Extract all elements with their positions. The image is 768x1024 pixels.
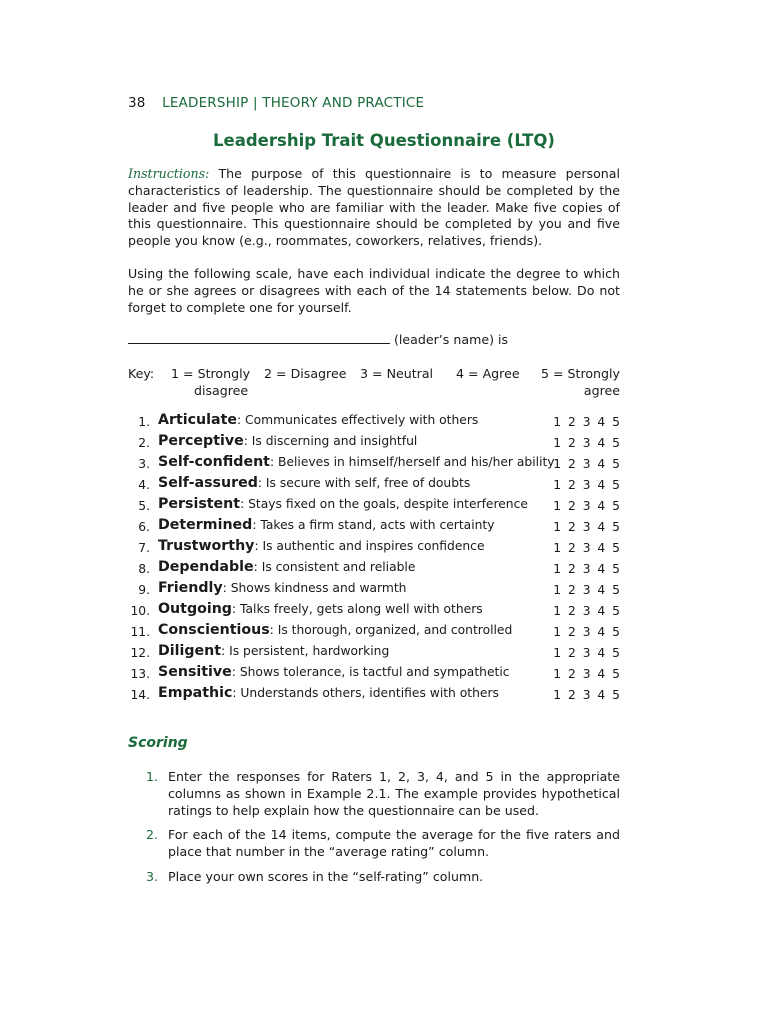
questionnaire-item xyxy=(128,559,620,580)
questionnaire-item xyxy=(128,475,620,496)
item-number: 6. xyxy=(138,520,150,534)
item-trait-name: Outgoing xyxy=(158,601,232,617)
item-rating-scale[interactable]: 1 2 3 4 5 xyxy=(553,499,620,513)
item-rating-scale[interactable]: 1 2 3 4 5 xyxy=(553,646,620,660)
step-text: For each of the 14 items, compute the average for the five raters and place that number in the “average rating” column. xyxy=(168,827,620,860)
questionnaire-item xyxy=(128,685,620,706)
item-description: : Takes a firm stand, acts with certainty xyxy=(252,518,495,532)
item-trait-name: Friendly xyxy=(158,580,223,596)
key-label: Key: xyxy=(128,366,155,381)
item-trait-name: Diligent xyxy=(158,643,222,659)
item-text xyxy=(158,643,389,659)
questionnaire-item xyxy=(128,643,620,664)
questionnaire-item xyxy=(128,601,620,622)
item-trait-name: Perceptive xyxy=(158,433,244,449)
item-description: : Is secure with self, free of doubts xyxy=(257,476,471,490)
item-description: : Is thorough, organized, and controlled xyxy=(269,623,513,637)
running-header xyxy=(128,95,424,111)
instructions-label: Instructions: xyxy=(128,166,210,181)
item-text xyxy=(158,559,415,575)
key-strongly-agree: 5 = Strongly xyxy=(540,366,620,381)
key-agree: 4 = Agree xyxy=(456,366,520,381)
item-description: : Communicates effectively with others xyxy=(236,413,479,427)
questionnaire-item xyxy=(128,496,620,517)
item-trait-name: Determined xyxy=(158,517,253,533)
item-number: 8. xyxy=(138,562,150,576)
item-trait-name: Sensitive xyxy=(158,664,232,680)
item-rating-scale[interactable]: 1 2 3 4 5 xyxy=(553,415,620,429)
item-number: 7. xyxy=(138,541,150,555)
item-text xyxy=(158,475,470,491)
instructions-paragraph xyxy=(128,166,620,250)
scoring-step xyxy=(146,827,620,861)
questionnaire-item xyxy=(128,622,620,643)
item-text xyxy=(158,622,512,638)
item-number: 3. xyxy=(138,457,150,471)
leader-name-blank[interactable] xyxy=(128,331,390,344)
item-description: : Is consistent and reliable xyxy=(253,560,416,574)
questionnaire-item xyxy=(128,580,620,601)
item-text xyxy=(158,496,528,512)
item-description: : Believes in himself/herself and his/her ability xyxy=(269,455,555,469)
item-rating-scale[interactable]: 1 2 3 4 5 xyxy=(553,604,620,618)
item-rating-scale[interactable]: 1 2 3 4 5 xyxy=(553,625,620,639)
item-rating-scale[interactable]: 1 2 3 4 5 xyxy=(553,562,620,576)
item-text xyxy=(158,685,499,701)
step-number: 1. xyxy=(146,769,159,784)
item-number: 14. xyxy=(130,688,150,702)
running-title: LEADERSHIP | THEORY AND PRACTICE xyxy=(162,95,425,111)
item-text xyxy=(158,580,406,596)
item-number: 10. xyxy=(130,604,150,618)
item-number: 2. xyxy=(138,436,150,450)
step-number: 3. xyxy=(146,868,159,884)
item-number: 5. xyxy=(138,499,150,513)
item-description: : Shows tolerance, is tactful and sympathetic xyxy=(231,665,510,679)
step-text: Enter the responses for Raters 1, 2, 3, 4, and 5 in the appropriate columns as shown in Example 2.1. The example provides hypothetical ratings to help explain how the questionnaire can be used. xyxy=(168,769,620,818)
item-text xyxy=(158,538,485,554)
questionnaire-item xyxy=(128,517,620,538)
item-description: : Is authentic and inspires confidence xyxy=(254,539,485,553)
item-text xyxy=(158,412,478,428)
item-description: : Talks freely, gets along well with others xyxy=(231,602,483,616)
item-rating-scale[interactable]: 1 2 3 4 5 xyxy=(553,541,620,555)
item-description: : Shows kindness and warmth xyxy=(222,581,407,595)
item-trait-name: Dependable xyxy=(158,559,254,575)
item-trait-name: Trustworthy xyxy=(158,538,255,554)
item-rating-scale[interactable]: 1 2 3 4 5 xyxy=(553,478,620,492)
item-rating-scale[interactable]: 1 2 3 4 5 xyxy=(553,436,620,450)
item-number: 9. xyxy=(138,583,150,597)
item-trait-name: Self-assured xyxy=(158,475,258,491)
scoring-heading: Scoring xyxy=(128,735,188,751)
scoring-step xyxy=(146,769,620,819)
key-strongly-disagree-line2: disagree xyxy=(194,383,249,398)
item-trait-name: Persistent xyxy=(158,496,241,512)
key-strongly-disagree: 1 = Strongly xyxy=(171,366,251,381)
item-number: 1. xyxy=(138,415,150,429)
item-text xyxy=(158,601,483,617)
item-text xyxy=(158,517,495,533)
item-rating-scale[interactable]: 1 2 3 4 5 xyxy=(553,457,620,471)
item-number: 11. xyxy=(130,625,150,639)
item-description: : Stays fixed on the goals, despite interference xyxy=(240,497,528,511)
key-neutral: 3 = Neutral xyxy=(360,366,434,381)
questionnaire-item xyxy=(128,412,620,433)
item-description: : Is persistent, hardworking xyxy=(221,644,390,658)
item-text xyxy=(158,454,555,470)
questionnaire-item xyxy=(128,433,620,454)
rating-key xyxy=(128,365,620,399)
scoring-step xyxy=(146,869,620,886)
key-strongly-agree-line2: agree xyxy=(583,383,620,398)
item-rating-scale[interactable]: 1 2 3 4 5 xyxy=(553,688,620,702)
item-text xyxy=(158,433,417,449)
leader-name-line xyxy=(128,331,508,347)
item-description: : Is discerning and insightful xyxy=(243,434,418,448)
item-description: : Understands others, identifies with others xyxy=(232,686,499,700)
item-number: 13. xyxy=(130,667,150,681)
item-trait-name: Articulate xyxy=(158,412,237,428)
questionnaire-item xyxy=(128,454,620,475)
instructions-text: The purpose of this questionnaire is to measure personal characteristics of leadership. The questionnaire should be completed by the leader and five people who are familiar with the leader. Make five copies of this questionnaire. This questionnaire should be completed by you and five people you know (e.g., roommates, coworkers, relatives, friends). xyxy=(128,166,620,249)
item-number: 4. xyxy=(138,478,150,492)
questionnaire-item xyxy=(128,664,620,685)
scoring-steps xyxy=(146,769,620,894)
item-text xyxy=(158,664,510,680)
item-rating-scale[interactable]: 1 2 3 4 5 xyxy=(553,667,620,681)
item-trait-name: Conscientious xyxy=(158,622,270,638)
page-number: 38 xyxy=(128,95,146,111)
scale-paragraph: Using the following scale, have each individual indicate the degree to which he or she agrees or disagrees with each of the 14 statements below. Do not forget to complete one for yourself. xyxy=(128,266,620,315)
leader-name-label: (leader’s name) is xyxy=(394,332,509,347)
questionnaire-item xyxy=(128,538,620,559)
page-title: Leadership Trait Questionnaire (LTQ) xyxy=(213,131,555,150)
item-rating-scale[interactable]: 1 2 3 4 5 xyxy=(553,583,620,597)
item-trait-name: Empathic xyxy=(158,685,233,701)
step-text: Place your own scores in the “self-rating” column. xyxy=(168,868,484,884)
questionnaire-items xyxy=(128,412,620,706)
item-number: 12. xyxy=(130,646,150,660)
step-number: 2. xyxy=(146,827,159,843)
item-rating-scale[interactable]: 1 2 3 4 5 xyxy=(553,520,620,534)
key-disagree: 2 = Disagree xyxy=(264,366,347,381)
item-trait-name: Self-confident xyxy=(158,454,270,470)
